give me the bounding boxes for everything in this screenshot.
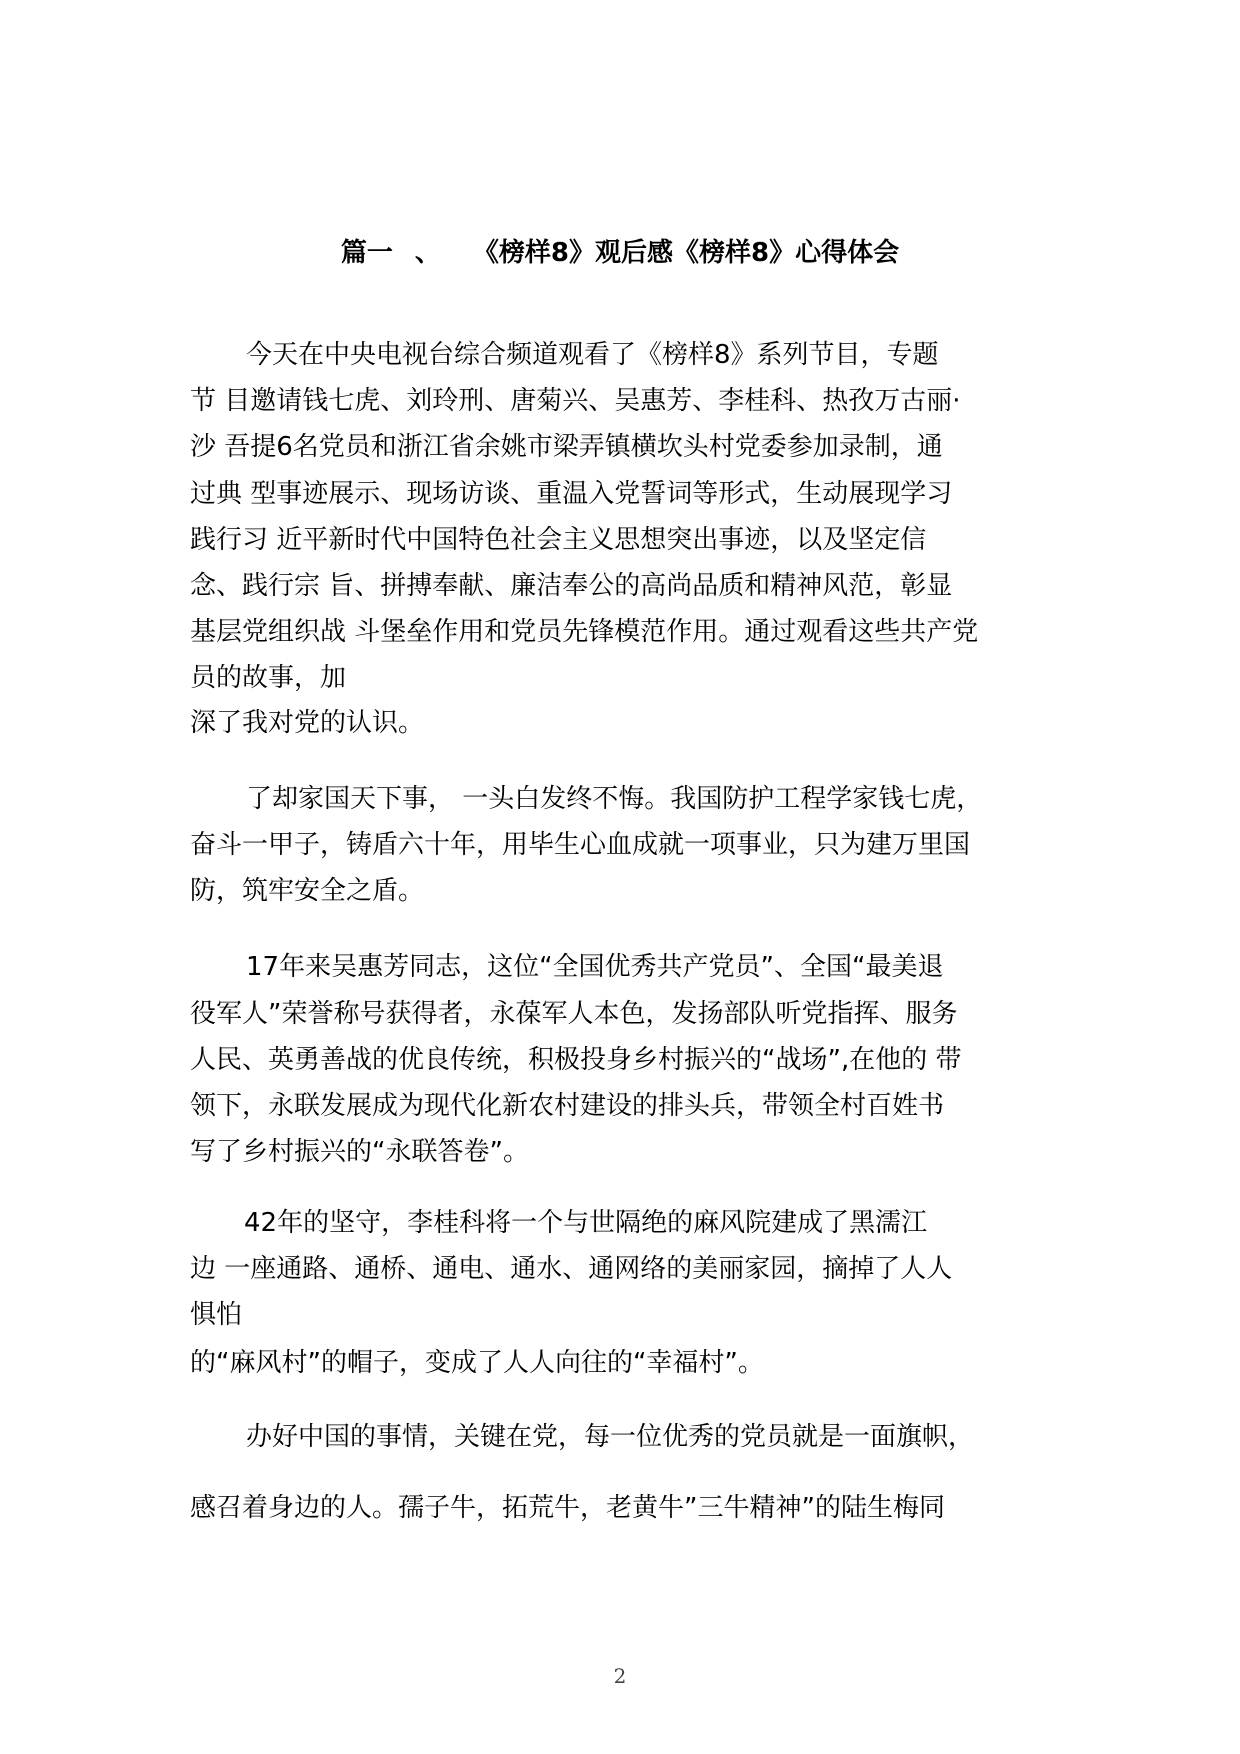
body-line: 基层党组织战 斗堡垒作用和党员先锋模范作用。通过观看这些共产党 [190, 617, 979, 647]
body-line: 写了乡村振兴的“永联答卷”。 [190, 1137, 529, 1167]
body-line: 沙 吾提6名党员和浙江省余姚市梁弄镇横坎头村党委参加录制，通 [190, 432, 943, 462]
body-line: 惧怕 [190, 1300, 243, 1330]
body-line: 念、践行宗 旨、拼搏奉献、廉洁奉公的高尚品质和精神风范，彰显 [190, 571, 953, 601]
body-line: 防，筑牢安全之盾。 [190, 876, 425, 906]
page-number: 2 [613, 1664, 627, 1688]
body-line: 今天在中央电视台综合频道观看了《榜样8》系列节目，专题 [246, 340, 939, 370]
title-separator: 、 [414, 238, 441, 268]
body-line: 节 目邀请钱七虎、刘玲刑、唐菊兴、吴惠芳、李桂科、热孜万古丽· [190, 386, 961, 416]
body-line: 过典 型事迹展示、现场访谈、重温入党誓词等形式，生动展现学习 [190, 479, 953, 509]
body-line: 奋斗一甲子，铸盾六十年，用毕生心血成就一项事业，只为建万里国 [190, 830, 971, 860]
body-line: 践行习 近平新时代中国特色社会主义思想突出事迹，以及坚定信 [190, 525, 927, 555]
body-line: 17年来吴惠芳同志，这位“全国优秀共产党员”、全国“最美退 [246, 952, 944, 982]
body-line: 感召着身边的人。孺子牛，拓荒牛，老黄牛”三牛精神”的陆生梅同 [190, 1493, 945, 1523]
body-line: 边 一座通路、通桥、通电、通水、通网络的美丽家园，摘掉了人人 [190, 1254, 953, 1284]
title-part-label: 篇一 [340, 238, 393, 268]
title-text: 《榜样8》观后感《榜样8》心得体会 [472, 238, 900, 268]
body-line: 了却家国天下事， 一头白发终不悔。我国防护工程学家钱七虎， [246, 784, 983, 814]
body-line: 42年的坚守，李桂科将一个与世隔绝的麻风院建成了黑濡江 [244, 1208, 928, 1238]
document-title [0, 233, 1240, 273]
body-line: 领下，永联发展成为现代化新农村建设的排头兵，带领全村百姓书 [190, 1091, 945, 1121]
body-line: 役军人”荣誉称号获得者，永葆军人本色，发扬部队听党指挥、服务 [190, 999, 958, 1029]
body-line: 深了我对党的认识。 [190, 708, 425, 738]
body-line: 员的故事，加 [190, 663, 347, 693]
body-line: 办好中国的事情，关键在党，每一位优秀的党员就是一面旗帜， [246, 1422, 975, 1452]
body-line: 的“麻风村”的帽子，变成了人人向往的“幸福村”。 [190, 1348, 764, 1378]
body-line: 人民、英勇善战的优良传统，积极投身乡村振兴的“战场”,在他的 带 [190, 1045, 962, 1075]
